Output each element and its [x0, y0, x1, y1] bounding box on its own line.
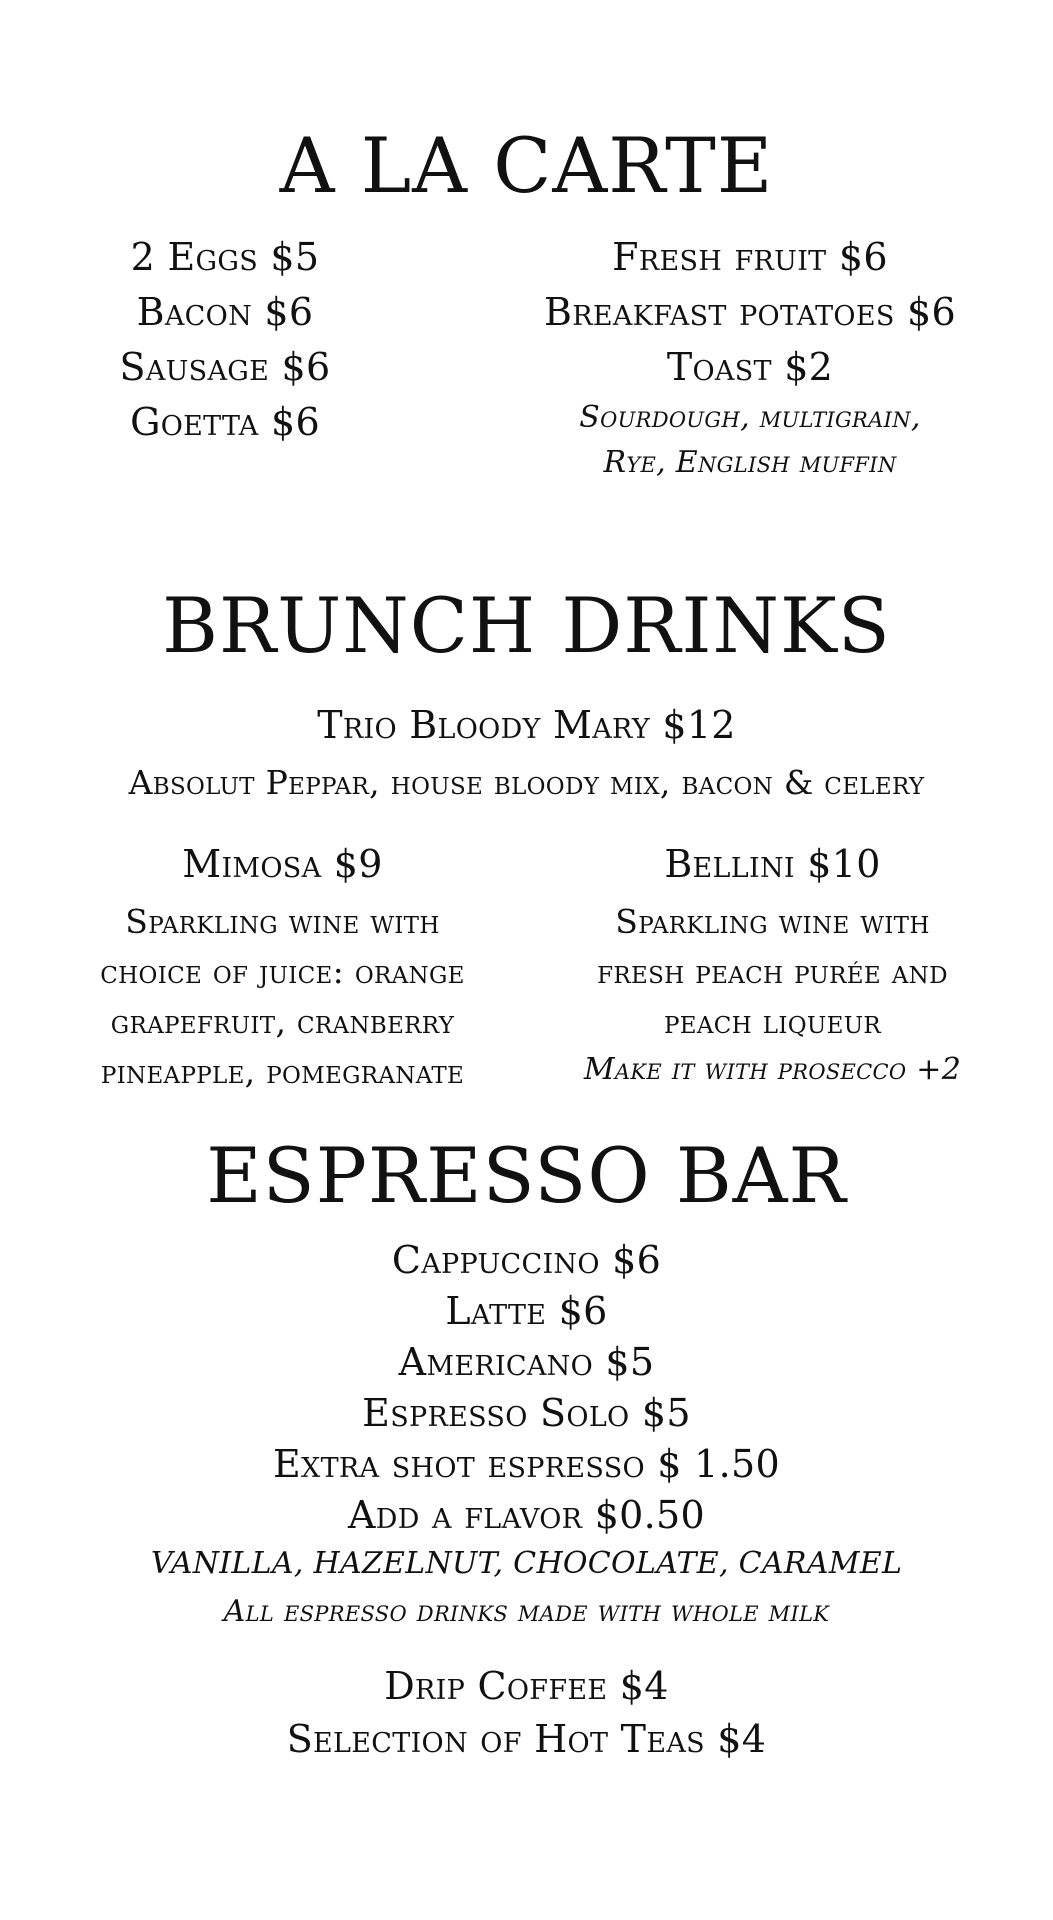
menu-item: Fresh fruit $6 [612, 235, 888, 279]
menu-note: Sourdough, multigrain, [579, 400, 921, 435]
menu-description-line: Sparkling wine with [615, 902, 930, 941]
milk-note: All espresso drinks made with whole milk [223, 1594, 830, 1629]
menu-description-line: choice of juice: orange [100, 952, 465, 991]
menu-item: Goetta $6 [130, 400, 320, 444]
a-la-carte-title: A LA CARTE [279, 121, 774, 210]
espresso-bar-title: ESPRESSO BAR [206, 1131, 847, 1220]
menu-item: 2 Eggs $5 [130, 235, 320, 279]
menu-item: Breakfast potatoes $6 [543, 290, 957, 334]
menu-item: Sausage $6 [119, 345, 331, 389]
menu-item: Latte $6 [445, 1289, 608, 1333]
menu-item: Selection of Hot Teas $4 [286, 1717, 767, 1761]
menu-item: Cappuccino $6 [391, 1238, 662, 1282]
bloody-mary-name: Trio Bloody Mary $12 [317, 703, 736, 747]
menu-description-line: grapefruit, cranberry [110, 1002, 455, 1041]
menu-description-line: fresh peach purée and [597, 952, 948, 991]
menu-item: Americano $5 [398, 1340, 655, 1384]
menu-note: Rye, English muffin [603, 445, 897, 480]
menu-item: Drip Coffee $4 [384, 1664, 669, 1708]
flavor-note: VANILLA, HAZELNUT, CHOCOLATE, CARAMEL [150, 1546, 903, 1581]
mimosa-name: Mimosa $9 [182, 842, 383, 886]
menu-description-line: peach liqueur [663, 1002, 881, 1041]
bellini-note: Make it with prosecco +2 [583, 1052, 962, 1087]
brunch-drinks-title: BRUNCH DRINKS [162, 581, 891, 670]
menu-item: Toast $2 [666, 345, 834, 389]
menu-item: Espresso Solo $5 [362, 1391, 691, 1435]
bloody-mary-description: Absolut Peppar, house bloody mix, bacon & celery [128, 763, 925, 802]
bellini-name: Bellini $10 [664, 842, 881, 886]
menu-description-line: Sparkling wine with [125, 902, 440, 941]
menu-item: Extra shot espresso $ 1.50 [273, 1442, 780, 1486]
menu-description-line: pineapple, pomegranate [100, 1052, 465, 1091]
menu-item: Add a flavor $0.50 [348, 1493, 705, 1537]
menu-item: Bacon $6 [136, 290, 314, 334]
